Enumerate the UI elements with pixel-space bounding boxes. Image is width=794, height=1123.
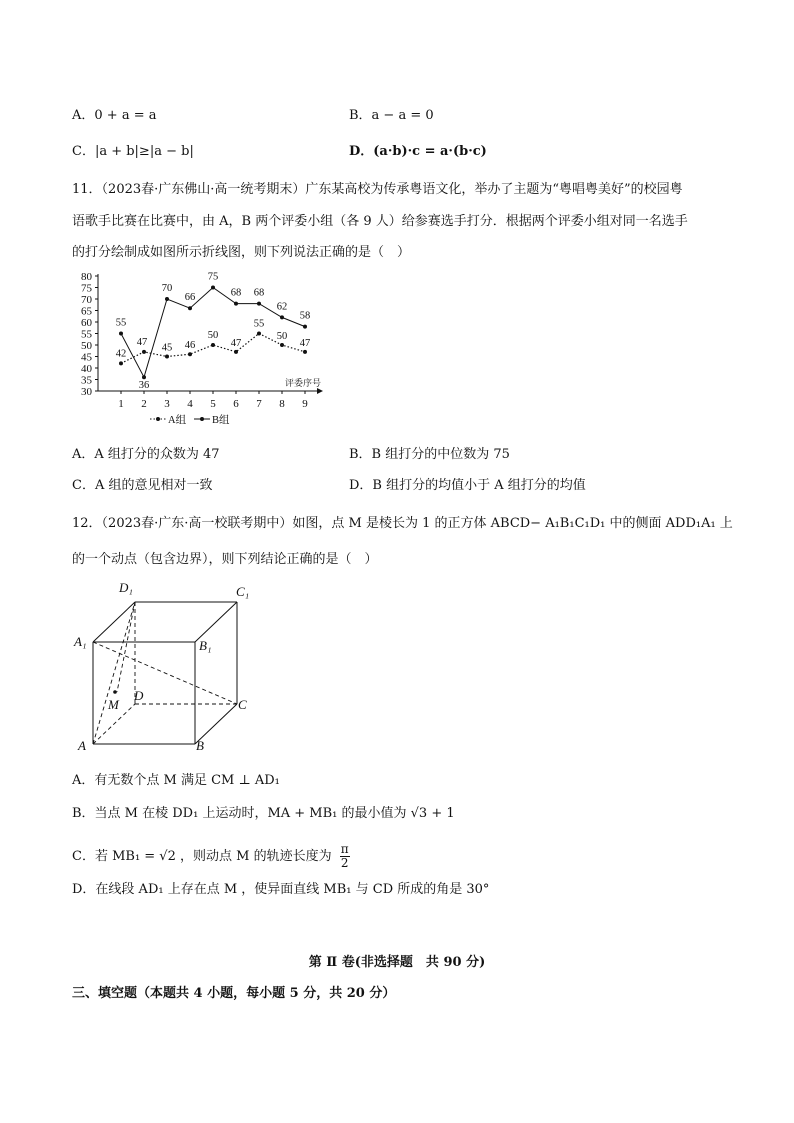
seg-d1m	[117, 602, 135, 692]
point-m-dot	[113, 690, 117, 694]
data-point	[211, 343, 215, 347]
q12-option-d: D．在线段 AD₁ 上存在点 M ，使异面直线 MB₁ 与 CD 所成的角是 30°	[72, 882, 490, 897]
x-tick-label: 6	[233, 398, 239, 410]
data-point	[303, 325, 307, 329]
legend-marker	[200, 417, 204, 421]
q12-option-b: B．当点 M 在棱 DD₁ 上运动时，MA + MB₁ 的最小值为 √3 + 1	[72, 806, 455, 821]
q10-option-a: A．0 + a = a	[72, 108, 157, 123]
diag-a1c	[93, 642, 237, 704]
y-tick-label: 30	[81, 386, 92, 398]
y-tick-label: 60	[81, 317, 92, 329]
label-c1: C₁	[236, 584, 250, 599]
data-label: 47	[230, 337, 242, 349]
data-point	[142, 375, 146, 379]
label-a1: A₁	[74, 634, 87, 649]
q12-option-c	[72, 843, 350, 870]
data-label: 50	[207, 330, 219, 341]
label-b: B	[196, 738, 204, 753]
data-point	[280, 343, 284, 347]
q12-option-a: A．有无数个点 M 满足 CM ⊥ AD₁	[72, 773, 280, 788]
q12-stem-line-1: 12．（2023春·广东·高一校联考期中）如图，点 M 是棱长为 1 的正方体 ABCD− A₁B₁C₁D₁ 中的侧面 ADD₁A₁ 上	[72, 516, 733, 531]
data-point	[234, 350, 238, 354]
data-point	[188, 352, 192, 356]
y-tick-label: 65	[81, 305, 92, 318]
x-tick-label: 4	[187, 398, 193, 410]
edge-b1c1	[195, 602, 237, 642]
data-point	[211, 286, 215, 290]
data-point	[303, 350, 307, 354]
data-label: 75	[207, 271, 219, 283]
data-label: 70	[161, 283, 173, 294]
fraction-numerator: π	[340, 842, 349, 856]
data-point	[234, 302, 238, 306]
y-tick-label: 40	[81, 363, 92, 375]
chart-series	[116, 272, 311, 392]
q12-stem-line-2: 的一个动点（包含边界），则下列结论正确的是（ ）	[72, 552, 378, 567]
q10-option-b: B．a − a = 0	[349, 108, 434, 123]
diag-ad1	[93, 602, 135, 744]
label-b1: B₁	[199, 638, 212, 653]
data-label: 45	[161, 342, 173, 354]
data-point	[280, 315, 284, 319]
q10-option-c: C．|a + b|≥|a − b|	[72, 144, 194, 159]
x-tick-label: 5	[210, 398, 216, 410]
q11-option-a: A．A 组打分的众数为 47	[72, 447, 220, 462]
x-tick-label: 7	[256, 398, 262, 410]
data-point	[257, 332, 261, 336]
chart-legend	[150, 414, 230, 426]
x-tick-label: 2	[141, 398, 147, 410]
q11-stem-line-3: 的打分绘制成如图所示折线图，则下列说法正确的是（ ）	[72, 245, 411, 260]
data-point	[165, 297, 169, 301]
q11-option-c: C．A 组的意见相对一致	[72, 478, 213, 493]
data-label: 47	[136, 336, 148, 348]
legend-label: B组	[212, 415, 230, 426]
q12-option-c-fraction	[340, 843, 350, 870]
data-point	[165, 355, 169, 359]
y-tick-label: 80	[81, 271, 92, 283]
y-tick-label: 45	[81, 351, 92, 364]
y-tick-label: 55	[81, 328, 92, 341]
x-axis-label: 评委序号	[284, 378, 321, 388]
data-label: 55	[253, 318, 265, 330]
q12-option-c-text: C．若 MB₁ = √2 ，则动点 M 的轨迹长度为	[72, 849, 332, 864]
y-tick-label: 70	[81, 294, 92, 306]
legend-label: A组	[168, 415, 187, 426]
data-label: 47	[299, 337, 311, 349]
x-tick-label: 9	[302, 398, 308, 410]
y-tick-label: 75	[81, 282, 92, 295]
data-point	[188, 306, 192, 310]
data-label: 58	[299, 310, 311, 322]
x-tick-label: 8	[279, 398, 285, 410]
data-label: 66	[184, 292, 196, 304]
cube-figure	[72, 578, 262, 754]
legend-marker	[156, 417, 160, 421]
q11-option-b: B．B 组打分的中位数为 75	[349, 447, 510, 462]
q11-stem-line-1: 11．（2023春·广东佛山·高一统考期末）广东某高校为传承粤语文化，举办了主题为“粤唱粤美好”的校园粤	[72, 182, 683, 197]
y-tick-label: 50	[81, 340, 92, 352]
data-label: 68	[253, 287, 265, 299]
label-m: M	[108, 697, 119, 712]
data-label: 55	[115, 317, 127, 329]
data-label: 62	[276, 301, 288, 313]
q11-option-d: D．B 组打分的均值小于 A 组打分的均值	[349, 478, 586, 493]
score-line-chart	[72, 268, 342, 432]
data-label: 46	[184, 340, 196, 352]
section3-heading: 三、填空题（本题共 4 小题，每小题 5 分，共 20 分）	[72, 986, 396, 1001]
data-point	[119, 332, 123, 336]
data-label: 36	[138, 380, 150, 392]
label-d: D	[134, 688, 144, 703]
section2-title: 第 Ⅱ 卷(非选择题 共 90 分)	[308, 955, 486, 970]
x-axis-arrow	[317, 388, 323, 394]
data-label: 68	[230, 287, 242, 299]
data-label: 42	[115, 348, 127, 360]
q11-stem-line-2: 语歌手比赛在比赛中，由 A，B 两个评委小组（各 9 人）给参赛选手打分．根据两个评委小组对同一名选手	[72, 214, 688, 229]
data-point	[142, 350, 146, 354]
fraction-denominator: 2	[340, 856, 349, 870]
x-tick-label: 3	[164, 398, 170, 410]
data-point	[119, 361, 123, 365]
label-d1: D₁	[119, 580, 133, 595]
q10-option-d: D．(a·b)·c = a·(b·c)	[349, 144, 487, 159]
label-a: A	[78, 738, 86, 753]
label-c: C	[238, 697, 247, 712]
x-tick-label: 1	[118, 398, 124, 410]
data-label: 50	[276, 331, 288, 342]
data-point	[257, 302, 261, 306]
y-tick-label: 35	[81, 374, 92, 387]
